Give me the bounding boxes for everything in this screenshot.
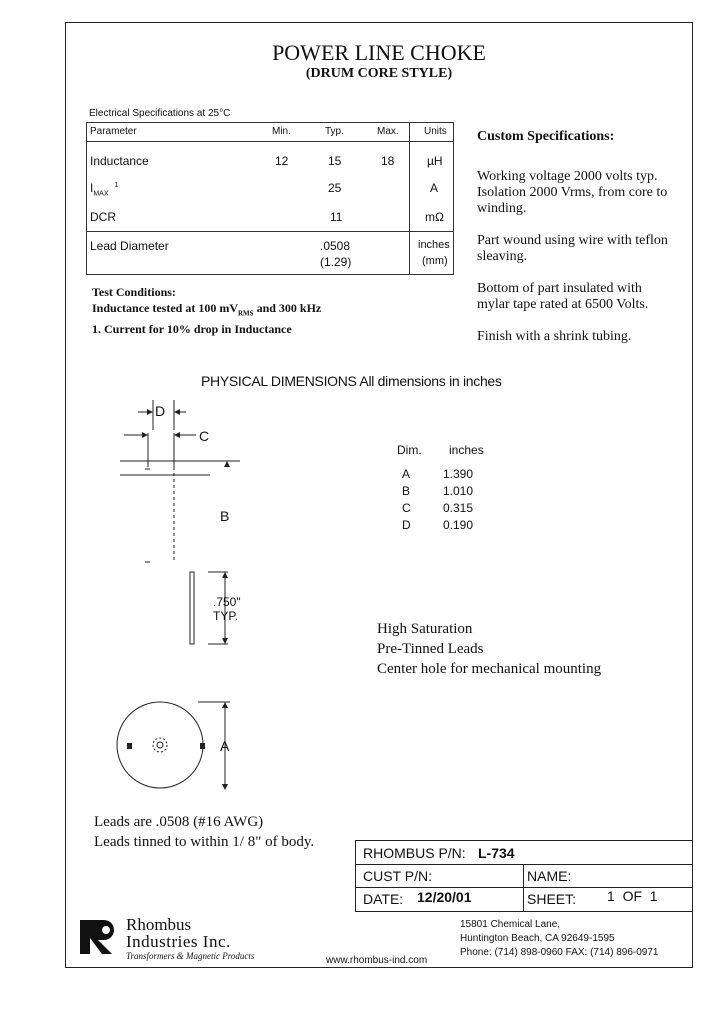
spec-header-min: Min. xyxy=(272,126,291,137)
name-label: NAME: xyxy=(527,868,572,884)
spec-header-typ: Typ. xyxy=(325,126,344,137)
spec-header-units: Units xyxy=(424,126,447,137)
spec-header-max: Max. xyxy=(377,126,399,137)
rhombus-logo-icon xyxy=(78,916,122,956)
date-value: 12/20/01 xyxy=(417,889,472,905)
spec-row-lead-param: Lead Diameter xyxy=(90,239,169,253)
test-conditions-line1: Inductance tested at 100 $mV_{RMS}$ and 300 kHz xyxy=(92,301,322,318)
test-conditions-heading: Test Conditions: xyxy=(92,285,176,299)
spec-row-lead-typ-mm: (1.29) xyxy=(320,255,352,269)
company-tagline: Transformers & Magnetic Products xyxy=(126,951,255,961)
company-address: 15801 Chemical Lane, Huntington Beach, CA 92649-1595 Phone: (714) 898-0960 FAX: (714) 896-0971 xyxy=(460,919,659,958)
feature-item: High Saturation xyxy=(377,621,473,637)
date-label: DATE: xyxy=(363,891,404,907)
spec-row-inductance-min: 12 xyxy=(275,154,289,168)
test-conditions-line2: 1. Current for 10% drop in Inductance xyxy=(92,322,292,337)
document-subtitle: (DRUM CORE STYLE) xyxy=(305,66,453,81)
dim-label-lead-length: .750" xyxy=(213,595,241,609)
spec-table xyxy=(86,122,454,275)
spec-row-inductance-param: Inductance xyxy=(90,154,149,168)
dims-header-inches: inches xyxy=(449,443,484,457)
spec-row-inductance-max: 18 xyxy=(381,154,395,168)
spec-row-lead-unit: inches xyxy=(418,239,450,251)
spec-row-imax-unit: A xyxy=(430,181,439,195)
spec-row-dcr-typ: 11 xyxy=(330,210,343,224)
rhombus-pn-value: L-734 xyxy=(478,845,515,861)
custom-specs-heading: Custom Specifications: xyxy=(477,129,615,144)
spec-caption: Electrical Specifications at 25°C xyxy=(89,108,231,119)
dim-label-b: B xyxy=(220,508,230,524)
physical-dimensions-heading: PHYSICAL DIMENSIONS All dimensions in inches xyxy=(201,373,502,389)
spec-row-dcr-unit: mΩ xyxy=(425,210,444,224)
feature-list xyxy=(377,619,601,679)
cust-pn-label: CUST P/N: xyxy=(363,868,432,884)
test-conditions xyxy=(92,284,321,337)
spec-row-lead-typ: .0508 xyxy=(320,239,351,253)
dim-label-c: C xyxy=(199,428,210,444)
custom-specs-para4: Finish with a shrink tubing. xyxy=(477,329,632,344)
dims-values: 1.390 1.010 0.315 0.190 xyxy=(443,467,474,532)
company-name-1: Rhombus xyxy=(126,915,192,934)
custom-specs-para3: Bottom of part insulated with mylar tape rated at 6500 Volts. xyxy=(477,281,649,312)
dims-letters: A B C D xyxy=(402,467,411,532)
dim-label-a: A xyxy=(220,738,230,754)
feature-item: Pre-Tinned Leads xyxy=(377,641,484,657)
custom-specs-para1: Working voltage 2000 volts typ. Isolation 2000 Vrms, from core to winding. xyxy=(477,169,668,216)
lead-notes: Leads are .0508 (#16 AWG) Leads tinned to within 1/ 8" of body. xyxy=(94,814,315,850)
document-title: POWER LINE CHOKE xyxy=(272,40,486,65)
spec-row-imax-typ: 25 xyxy=(328,181,342,195)
company-website[interactable]: www.rhombus-ind.com xyxy=(326,955,428,966)
spec-row-inductance-typ: 15 xyxy=(328,154,342,168)
spec-row-lead-unit-mm: (mm) xyxy=(422,255,448,267)
dim-label-typ: TYP. xyxy=(213,609,239,623)
company-name-2: Industries Inc. xyxy=(126,932,231,951)
spec-header-parameter: Parameter xyxy=(90,126,137,137)
dim-label-d: D xyxy=(155,403,166,419)
rhombus-pn-label: RHOMBUS P/N: xyxy=(363,845,466,861)
dims-header-dim: Dim. xyxy=(397,443,422,457)
custom-specs-para2: Part wound using wire with teflon sleaving. xyxy=(477,233,668,264)
feature-item: Center hole for mechanical mounting xyxy=(377,661,602,677)
spec-row-dcr-param: DCR xyxy=(90,210,116,224)
sheet-label: SHEET: xyxy=(527,891,577,907)
spec-row-inductance-unit: µH xyxy=(427,154,443,168)
spec-row-imax-param: $I_{MAX}^1$ xyxy=(90,181,119,198)
sheet-value: 1 OF 1 xyxy=(607,888,658,904)
